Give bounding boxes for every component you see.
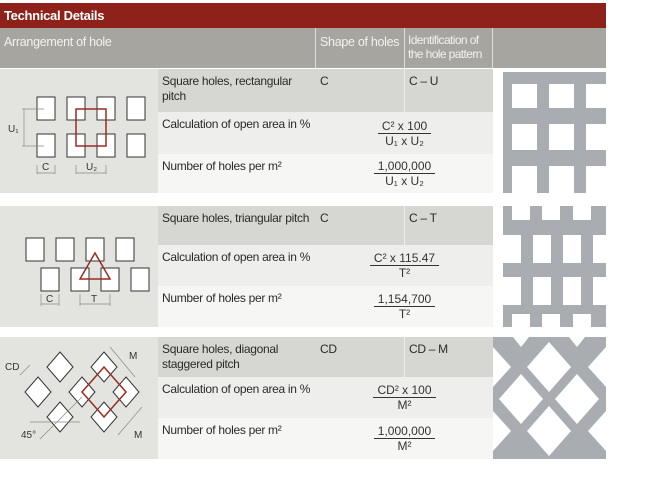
- label-m-top: M: [129, 351, 138, 362]
- header-arrangement: Arrangement of hole: [0, 28, 316, 68]
- formula-denominator: T²: [398, 266, 411, 280]
- formula-numerator: 1,000,000: [374, 159, 435, 174]
- calc-label: Calculation of open area in %: [158, 112, 316, 154]
- hole-pattern-id: CD – M: [405, 337, 493, 377]
- header-shape: Shape of holes: [316, 28, 405, 68]
- label-angle: 45°: [21, 430, 37, 441]
- diagram-rectangular-pitch: [0, 69, 158, 193]
- hole-shape: CD: [316, 337, 405, 377]
- hole-description: Square holes, rectangular pitch: [158, 69, 316, 112]
- hole-shape: C: [316, 69, 405, 112]
- pattern-image-ct: [493, 206, 606, 327]
- formula-denominator: M²: [397, 439, 412, 453]
- hole-shape: C: [316, 206, 405, 245]
- holes-formula: [316, 418, 493, 459]
- label-c: C: [42, 162, 50, 173]
- label-u1: U₁: [8, 124, 19, 135]
- number-label: Number of holes per m²: [158, 154, 316, 193]
- calc-label: Calculation of open area in %: [158, 377, 316, 418]
- number-label: Number of holes per m²: [158, 418, 316, 459]
- label-m-bottom: M: [134, 430, 143, 441]
- formula-denominator: M²: [397, 398, 412, 412]
- formula-numerator: 1,154,700: [374, 292, 435, 307]
- pattern-image-cdm: [493, 337, 606, 459]
- hole-pattern-id: C – U: [405, 69, 493, 112]
- formula-numerator: CD² x 100: [373, 383, 435, 398]
- formula-denominator: U₁ x U₂: [385, 174, 424, 188]
- diagram-diagonal-staggered-pitch: [0, 337, 158, 459]
- header-identification: Identification of the hole pattern: [405, 28, 493, 68]
- open-area-formula: [316, 245, 493, 286]
- label-c: C: [46, 294, 54, 305]
- formula-denominator: T²: [398, 307, 411, 321]
- number-label: Number of holes per m²: [158, 286, 316, 327]
- table-title: Technical Details: [0, 3, 606, 28]
- label-cd: CD: [5, 362, 20, 373]
- hole-pattern-id: C – T: [405, 206, 493, 245]
- label-t: T: [91, 294, 98, 305]
- holes-formula: [316, 286, 493, 327]
- pattern-image-cu: [493, 69, 606, 193]
- calc-label: Calculation of open area in %: [158, 245, 316, 286]
- formula-denominator: U₁ x U₂: [385, 133, 424, 148]
- holes-formula: [316, 154, 493, 193]
- header-pattern: [493, 28, 606, 68]
- formula-numerator: C² x 115.47: [370, 251, 439, 266]
- formula-numerator: C² x 100: [378, 119, 431, 134]
- hole-description: Square holes, triangular pitch: [158, 206, 316, 245]
- diagram-triangular-pitch: [0, 206, 158, 327]
- formula-numerator: 1,000,000: [374, 424, 435, 439]
- open-area-formula: [316, 377, 493, 418]
- open-area-formula: [316, 112, 493, 154]
- label-u2: U₂: [86, 162, 98, 173]
- hole-description: Square holes, diagonal staggered pitch: [158, 337, 316, 377]
